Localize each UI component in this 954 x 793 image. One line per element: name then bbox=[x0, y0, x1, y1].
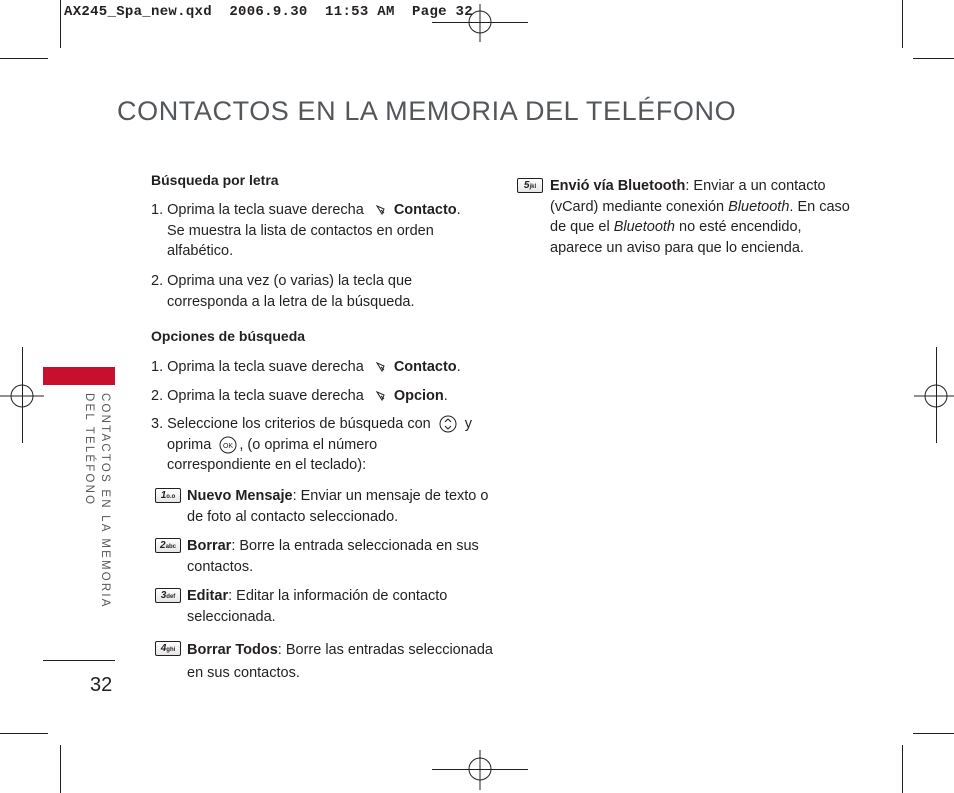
search-options-step1: 1. Oprima la tecla suave derecha Contacto. bbox=[151, 359, 461, 375]
svg-text:OK: OK bbox=[223, 442, 234, 450]
right-soft-key-icon bbox=[374, 389, 388, 403]
navigation-key-icon bbox=[439, 415, 457, 433]
search-options-step2: 2. Oprima la tecla suave derecha Opcion. bbox=[151, 388, 448, 404]
search-options-step3: 3. Seleccione los criterios de búsqueda con y oprima OK , (o oprima el número correspondiente en el teclado): bbox=[151, 416, 473, 473]
ok-key-icon bbox=[219, 436, 237, 454]
keypad-4-icon: 4ghi bbox=[155, 641, 181, 656]
section-color-bar bbox=[43, 367, 115, 385]
search-letter-step2: 2. Oprima una vez (o varias) la tecla que corresponda a la letra de la búsqueda. bbox=[151, 273, 415, 310]
search-letter-step1: 1. Oprima la tecla suave derecha Contacto. Se muestra la lista de contactos en orden alfabético. bbox=[151, 202, 461, 259]
heading-search-options: Opciones de búsqueda bbox=[151, 328, 306, 344]
file-slug: AX245_Spa_new.qxd 2006.9.30 11:53 AM Page 32 bbox=[64, 4, 473, 20]
keypad-5-icon: 5jkl bbox=[517, 178, 543, 193]
keypad-1-icon: 1o.o bbox=[155, 488, 181, 503]
keypad-3-icon: 3def bbox=[155, 588, 181, 603]
side-section-label: CONTACTOS EN LA MEMORIA DEL TELÉFONO bbox=[83, 393, 111, 609]
right-soft-key-icon bbox=[374, 203, 388, 217]
footer-rule bbox=[43, 660, 115, 661]
keypad-2-icon: 2abc bbox=[155, 538, 181, 553]
right-soft-key-icon bbox=[374, 360, 388, 374]
heading-search-letter: Búsqueda por letra bbox=[151, 172, 279, 188]
page-number: 32 bbox=[90, 674, 113, 696]
page-title: CONTACTOS EN LA MEMORIA DEL TELÉFONO bbox=[117, 96, 737, 126]
